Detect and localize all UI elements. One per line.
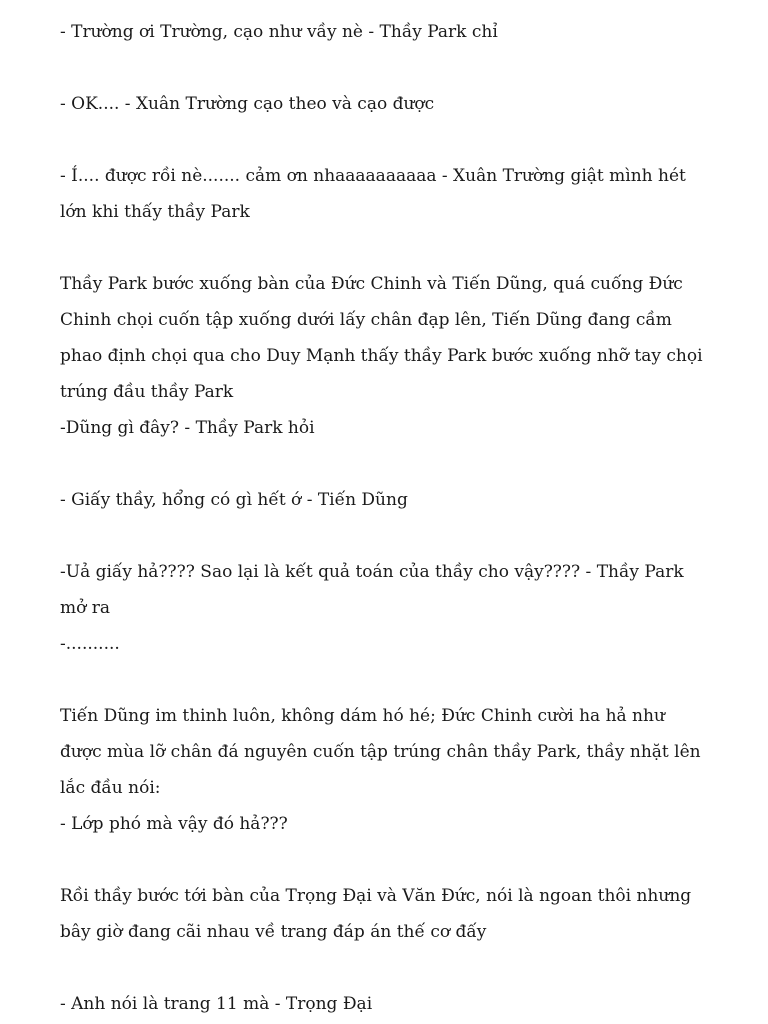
story-paragraph: - Lớp phó mà vậy đó hả??? bbox=[60, 814, 288, 834]
story-paragraph: - Í.... được rồi nè....... cảm ơn nhaaaaaaaaaa - Xuân Trường giật mình hét lớn khi thấy thầy Park bbox=[60, 166, 686, 222]
story-paragraph: -.......... bbox=[60, 634, 120, 654]
story-paragraph: - OK.... - Xuân Trường cạo theo và cạo được bbox=[60, 94, 435, 114]
story-paragraph: - Trường ơi Trường, cạo như vầy nè - Thầy Park chỉ bbox=[60, 22, 498, 42]
story-paragraph: -Uả giấy hả???? Sao lại là kết quả toán của thầy cho vậy???? - Thầy Park mở ra bbox=[60, 562, 684, 618]
story-paragraph: Rồi thầy bước tới bàn của Trọng Đại và Văn Đức, nói là ngoan thôi nhưng bây giờ đang cãi nhau về trang đáp án thế cơ đấy bbox=[60, 886, 692, 942]
story-paragraph: Tiến Dũng im thinh luôn, không dám hó hé; Đức Chinh cười ha hả như được mùa lỡ chân đá nguyên cuốn tập trúng chân thầy Park, thầy nhặt lên lắc đầu nói: bbox=[60, 706, 701, 798]
story-paragraph: - Giấy thầy, hổng có gì hết ớ - Tiến Dũng bbox=[60, 490, 408, 510]
story-paragraph: -Dũng gì đây? - Thầy Park hỏi bbox=[60, 418, 315, 438]
story-paragraph: - Anh nói là trang 11 mà - Trọng Đại bbox=[60, 994, 373, 1014]
story-paragraph: Thầy Park bước xuống bàn của Đức Chinh và Tiến Dũng, quá cuống Đức Chinh chọi cuốn tập xuống dưới lấy chân đạp lên, Tiến Dũng đang cầm phao định chọi qua cho Duy Mạnh thấy thầy Park bước xuống nhỡ tay chọi trúng đầu thầy Park bbox=[60, 274, 703, 402]
